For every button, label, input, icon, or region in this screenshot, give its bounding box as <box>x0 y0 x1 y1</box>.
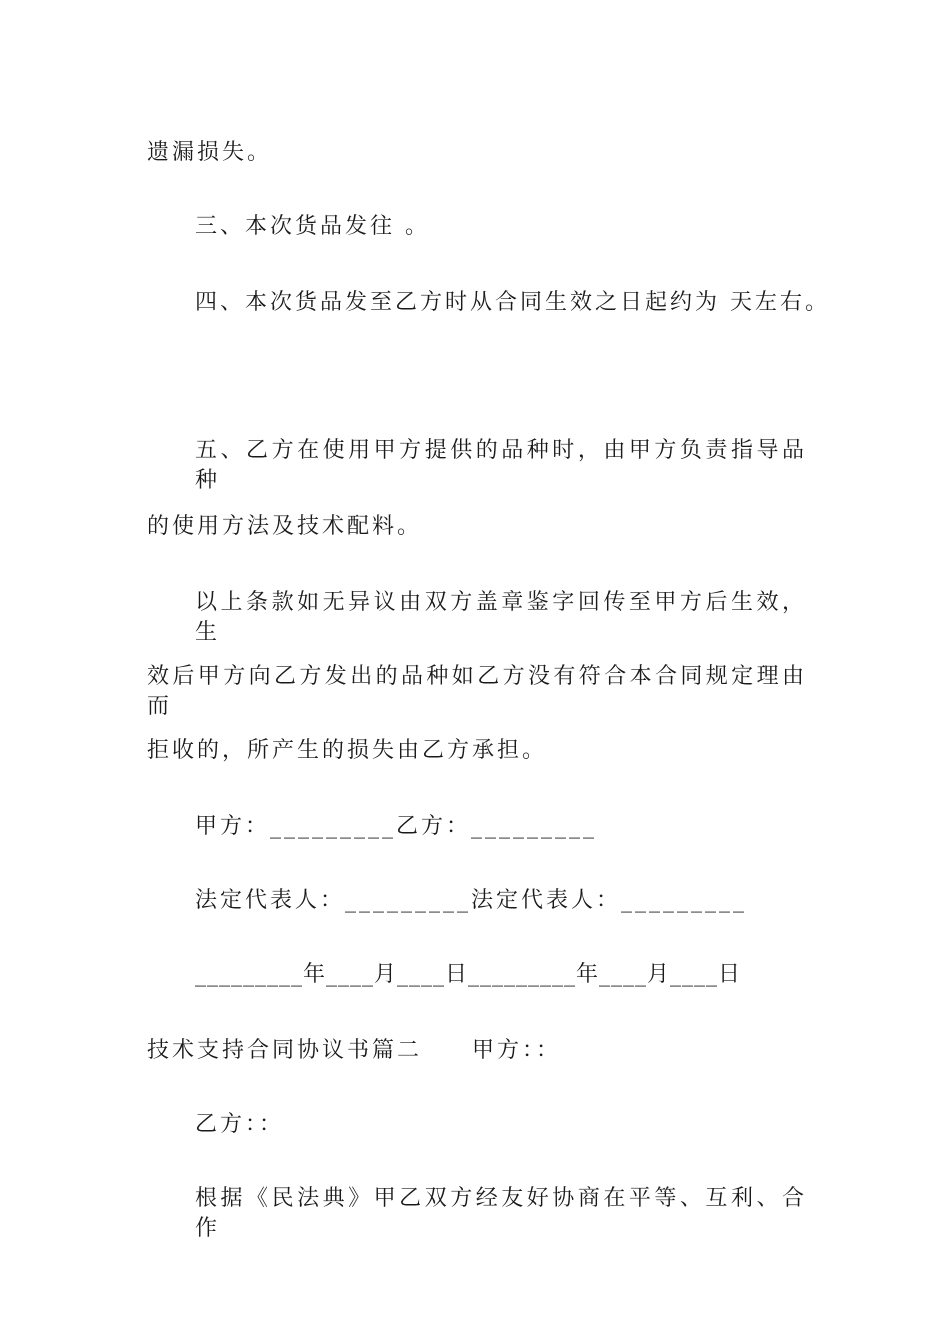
signature-representatives: 法定代表人：_________法定代表人：_________ <box>195 888 748 913</box>
paragraph-line: 拒收的，所产生的损失由乙方承担。 <box>147 738 548 763</box>
paragraph-line: 效后甲方向乙方发出的品种如乙方没有符合本合同规定理由而 <box>147 664 807 719</box>
preamble-paragraph: 根据《民法典》甲乙双方经友好协商在平等、互利、合作 <box>195 1186 807 1241</box>
clause-four: 四、本次货品发至乙方时从合同生效之日起约为 天左右。 <box>195 290 830 315</box>
paragraph-line: 遗漏损失。 <box>147 140 273 165</box>
signature-parties: 甲方：_________乙方：_________ <box>195 814 598 839</box>
terms-paragraph: 以上条款如无异议由双方盖章鉴字回传至甲方后生效，生 <box>195 590 807 645</box>
clause-three: 三、本次货品发往 。 <box>195 214 430 239</box>
signature-dates: _________年____月____日_________年____月____日 <box>195 962 742 987</box>
party-b-line: 乙方：： <box>195 1112 285 1137</box>
section-heading: 技术支持合同协议书篇二 甲方：： <box>147 1038 562 1063</box>
clause-five: 五、乙方在使用甲方提供的品种时，由甲方负责指导品种 <box>195 438 807 493</box>
paragraph-line: 的使用方法及技术配料。 <box>147 514 423 539</box>
